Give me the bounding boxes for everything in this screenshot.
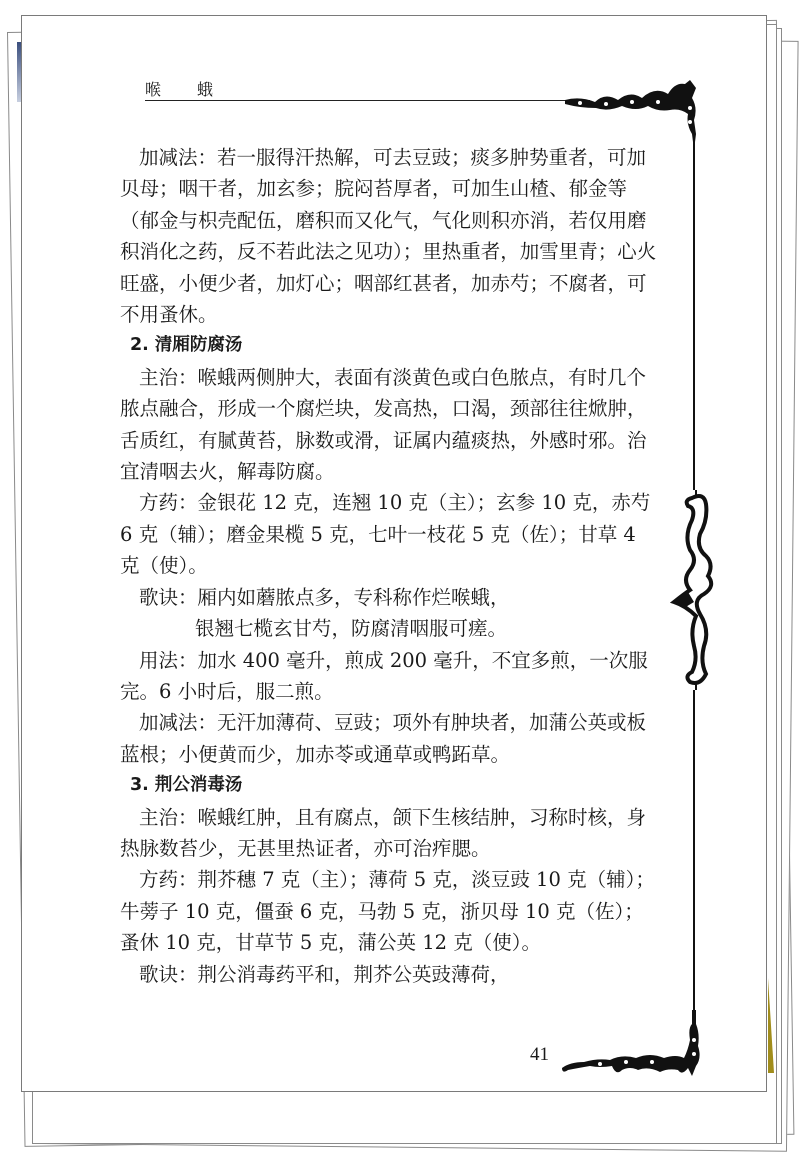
header-rule <box>145 100 590 101</box>
paragraph-formula-2: 方药：金银花 12 克，连翘 10 克（主）；玄参 10 克，赤芍 6 克（辅）；磨金果榄 5 克，七叶一枝花 5 克（佐）；甘草 4 克（使）。 <box>120 491 651 578</box>
corner-ornament-top-icon <box>560 78 705 150</box>
running-header-title: 喉蛾 <box>145 80 250 99</box>
verse-line-2: 银翘七榄玄甘芍，防腐清咽服可瘥。 <box>195 617 508 641</box>
section-heading-2: 2. 清厢防腐汤 <box>130 335 243 356</box>
section-heading-3: 3. 荆公消毒汤 <box>130 775 243 796</box>
scroll-ornament-icon <box>670 490 722 690</box>
paragraph-indication-2: 主治：喉蛾两侧肿大，表面有淡黄色或白色脓点，有时几个脓点融合，形成一个腐烂块，发高热，口渴，颈部往往焮肿，舌质红，有腻黄苔，脉数或滑，证属内蕴痰热，外感时邪。治宜清咽去火，解毒防腐。 <box>120 365 647 484</box>
paragraph-modification-2: 加减法：无汗加薄荷、豆豉；项外有肿块者，加蒲公英或板蓝根；小便黄而少，加赤苓或通草或鸭跖草。 <box>120 711 647 766</box>
corner-ornament-bottom-icon <box>560 1010 705 1090</box>
verse-line-1: 歌诀：厢内如蘑脓点多，专科称作烂喉蛾， <box>139 585 510 609</box>
paragraph-indication-3: 主治：喉蛾红肿，且有腐点，颌下生核结肿，习称时核，身热脉数苔少，无甚里热证者，亦可治痄腮。 <box>120 805 647 860</box>
paragraph-usage-2: 用法：加水 400 毫升，煎成 200 毫升，不宜多煎，一次服完。6 小时后，服二煎。 <box>120 648 648 703</box>
page-number: 41 <box>530 1044 549 1065</box>
paragraph-formula-3: 方药：荆芥穗 7 克（主）；薄荷 5 克，淡豆豉 10 克（辅）；牛蒡子 10 克，僵蚕 6 克，马勃 5 克，浙贝母 10 克（佐）；蚤休 10 克，甘草节 5 克，蒲公英 12 克（使）。 <box>120 868 655 955</box>
page-body <box>120 142 660 990</box>
verse-line-3: 歌诀：荆公消毒药平和，荆芥公英豉薄荷， <box>139 962 510 986</box>
paragraph-modification-1: 加减法：若一服得汗热解，可去豆豉；痰多肿势重者，可加贝母；咽干者，加玄参；脘闷苔厚者，可加生山楂、郁金等（郁金与枳壳配伍，磨积而又化气，气化则积亦消，若仅用磨积消化之药，反不若此法之见功）；里热重者，加雪里青；心火旺盛，小便少者，加灯心；咽部红甚者，加赤芍；不腐者，可不用蚤休。 <box>120 146 657 327</box>
